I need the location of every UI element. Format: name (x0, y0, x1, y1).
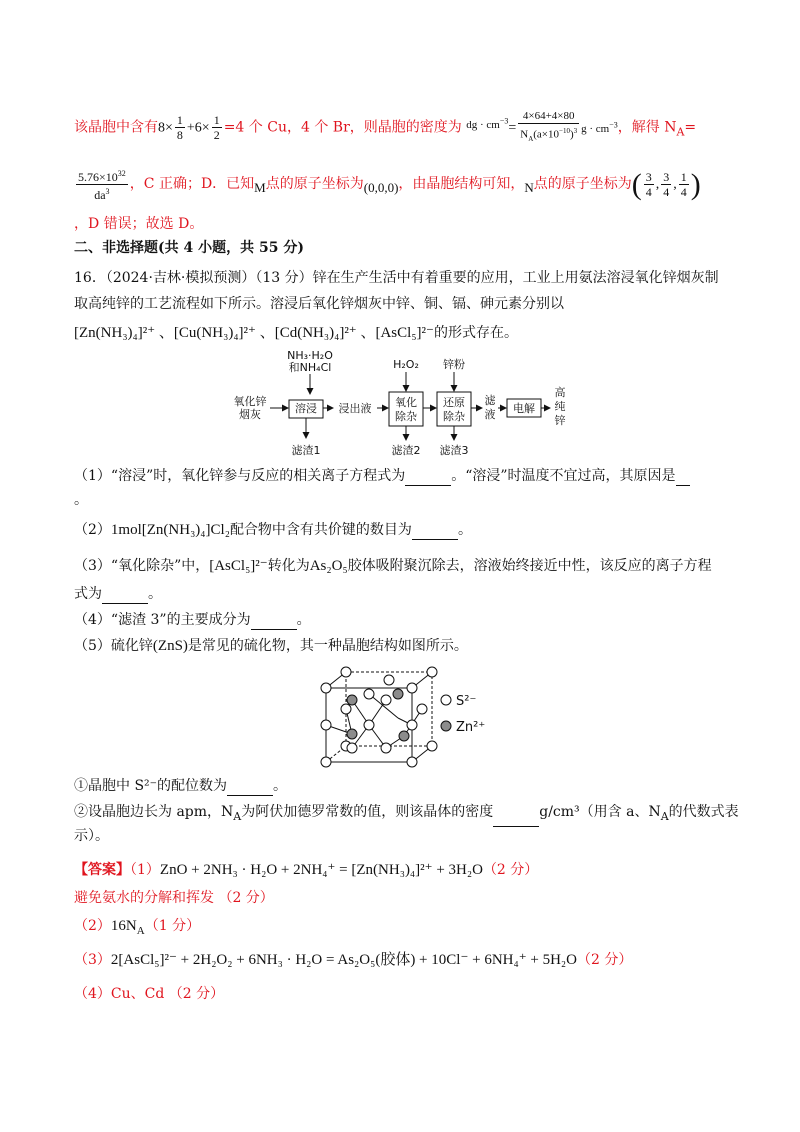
answer-tag: 【答案】 (74, 862, 130, 878)
q4-line (74, 610, 311, 630)
fraction-den: 4 (663, 185, 670, 200)
math-expr: +6× (186, 120, 210, 136)
q5-formula: (ZnS) (152, 638, 188, 654)
legend-zn-label: Zn²⁺ (456, 720, 486, 735)
coord-n: ( $\frac{3}{4}$ , $\frac{3}{4}$ , $\frac{1}{4}$ ) (631, 167, 701, 201)
s-atom (321, 720, 331, 730)
box2-label-b: 除杂 (395, 410, 417, 423)
s-atom (427, 741, 437, 751)
fraction (644, 170, 654, 199)
zn-atom (347, 695, 357, 705)
q3-formula: [AsCl₅]²⁻ (209, 558, 268, 574)
residue-1: 滤渣1 (291, 444, 321, 457)
answer-score: （1 分） (144, 918, 201, 934)
answer-1 (74, 860, 538, 880)
coord-m: (0,0,0) (363, 180, 399, 195)
q3-text: 胶体吸附聚沉除去，溶液始终接近中性，该反应的离子方程 (347, 558, 712, 574)
output-label-c: 锌 (554, 414, 566, 427)
q2-text: 配合物中含有共价键的数目为 (229, 522, 412, 538)
unit (466, 116, 509, 131)
answer-value: 16N (110, 918, 137, 934)
fraction (175, 113, 185, 142)
s-atom (407, 757, 417, 767)
unit-sup: −3 (609, 120, 618, 129)
q5-2-text: g/cm³（用含 a、N (539, 804, 661, 820)
fraction-num (76, 167, 128, 185)
box2-label-a: 氧化 (395, 396, 417, 409)
fraction-num: 1 (213, 113, 220, 128)
den-text: N (520, 128, 529, 141)
output-label-b: 纯 (554, 400, 566, 413)
s-atom (347, 743, 357, 753)
subscript: A (660, 809, 669, 823)
fraction (212, 113, 222, 142)
box3-label-b: 除杂 (443, 410, 465, 423)
paren-left: ( (631, 167, 642, 201)
s-atom (407, 720, 417, 730)
unit-text: g · cm (581, 122, 610, 135)
s-atom (364, 720, 374, 730)
box4-label: 电解 (513, 402, 535, 415)
output-label-a: 高 (554, 386, 566, 399)
point-n: N (524, 179, 534, 195)
q5-text: （5）硫化锌 (74, 638, 153, 654)
residue-2: 滤渣2 (391, 444, 421, 457)
fraction (679, 170, 689, 199)
fraction (661, 170, 671, 199)
reagent-2: H₂O₂ (393, 358, 419, 371)
solution-line-3: ，D 错误；故选 D。 (74, 216, 204, 232)
s-atom (407, 683, 417, 693)
s-atom (427, 667, 437, 677)
answer-equation: 2[AsCl₅]²⁻ + 2H₂O₂ + 6NH₃ · H₂O = As₂O₅(胶体) + 10Cl⁻ + 6NH₄⁺ + 5H₂O (110, 952, 577, 968)
den-sub: A (528, 135, 534, 144)
q3-formula-2: As₂O₅ (309, 558, 348, 574)
solution-text: 该晶胞中含有 (74, 119, 158, 136)
subscript: A (676, 125, 685, 139)
den-sup: 3 (105, 186, 110, 196)
solution-text: = (684, 119, 697, 136)
mid2-label-b: 液 (484, 408, 496, 421)
reagent-1a: NH₃·H₂O (287, 349, 333, 362)
q5-2-answer-blank[interactable] (493, 812, 539, 827)
q1-answer-blank-2[interactable] (676, 471, 690, 486)
zn-atom (399, 731, 409, 741)
point-m: M (254, 179, 266, 195)
answer-4: （4）Cu、Cd （2 分） (74, 986, 225, 1002)
q3-text: 。 (148, 586, 162, 602)
s-atom (381, 743, 391, 753)
q2-answer-blank[interactable] (412, 525, 458, 540)
answer-3 (74, 950, 632, 970)
q1-answer-blank-1[interactable] (405, 471, 451, 486)
answer-label: （1） (130, 862, 160, 878)
solution-text: 点的原子坐标为 (533, 176, 632, 192)
q3-line-2 (74, 584, 162, 604)
q1-text: （1）“溶浸”时，氧化锌参与反应的相关离子方程式为 (74, 468, 406, 484)
den-text: (a×10 (533, 128, 560, 141)
q5-1-text: 。 (273, 778, 288, 794)
answer-score: （2 分） (482, 862, 539, 878)
fraction (518, 109, 579, 146)
den-sup: −10 (559, 127, 570, 136)
legend-zn-marker (441, 721, 451, 731)
s-atom (381, 695, 391, 705)
q1-line (74, 466, 690, 486)
q5-text: 是常见的硫化物，其一种晶胞结构如图所示。 (187, 638, 468, 654)
unit-text: dg · cm (466, 118, 500, 131)
fraction-den: 8 (176, 128, 183, 143)
solution-line-1 (74, 106, 696, 147)
fraction-num: 1 (176, 113, 183, 128)
q3-text: 式为 (74, 586, 102, 602)
fraction-den (76, 185, 128, 202)
process-flow-diagram (230, 348, 590, 462)
q5-2-line-2: 示）。 (74, 828, 109, 844)
s-atom (321, 683, 331, 693)
q2-text: 。 (457, 522, 472, 538)
fraction-den: 4 (680, 185, 687, 200)
input-label-a: 氧化锌 (233, 395, 267, 408)
fraction-num: 1 (680, 170, 687, 185)
legend-s-marker (441, 695, 451, 705)
q3-line (74, 556, 712, 576)
equals: = (508, 120, 517, 136)
fraction-num: 3 (645, 170, 652, 185)
q16-paragraph-2: 取高纯锌的工艺流程如下所示。溶浸后氧化锌烟灰中锌、铜、镉、砷元素分别以 (74, 296, 564, 312)
paren-right: ) (690, 167, 701, 201)
zn-atom (393, 689, 403, 699)
solution-text: =4 个 Cu，4 个 Br，则晶胞的密度为 (223, 119, 462, 136)
answer-label: （3） (74, 952, 111, 968)
s-atom (321, 757, 331, 767)
fraction-num: 3 (663, 170, 670, 185)
solution-text: ，解得 N (617, 119, 677, 136)
q2-text: （2） (74, 522, 111, 538)
mid2-label-a: 滤 (484, 394, 496, 407)
num-sup: 32 (117, 168, 126, 178)
s-atom (417, 704, 427, 714)
q5-2-text: ②设晶胞边长为 apm，N (74, 804, 234, 820)
q4-text: （4）“滤渣 3”的主要成分为 (74, 612, 251, 628)
s-atom (364, 689, 374, 699)
q16-formula-line (74, 323, 518, 343)
unit (581, 120, 618, 135)
den-text: da (94, 187, 106, 202)
zn-atom (347, 729, 357, 739)
zns-unit-cell-diagram (318, 664, 518, 768)
q5-2-text: 为阿伏加德罗常数的值，则该晶体的密度 (241, 804, 494, 820)
q2-line (74, 520, 472, 540)
fraction (76, 167, 128, 202)
reagent-3: 锌粉 (443, 358, 465, 371)
solution-text: ，C 正确；D．已知 (129, 176, 255, 192)
answer-2 (74, 916, 200, 941)
unit-sup: −3 (499, 116, 509, 125)
solution-text: 点的原子坐标为 (265, 176, 364, 192)
answer-1b: 避免氨水的分解和挥发 （2 分） (74, 890, 274, 906)
q2-formula: 1mol[Zn(NH₃)₄]Cl₂ (110, 522, 230, 538)
solution-line-2 (74, 166, 701, 206)
q3-text: 转化为 (267, 558, 310, 574)
fraction-num: 4×64+4×80 (518, 109, 579, 124)
q3-text: （3）“氧化除杂”中， (74, 558, 210, 574)
q1-line-end: 。 (74, 492, 88, 508)
box3-label-a: 还原 (443, 396, 465, 409)
s-atom (341, 704, 351, 714)
answer-label: （2） (74, 918, 111, 934)
legend-s-label: S²⁻ (456, 694, 477, 709)
q16-tail: 的形式存在。 (433, 325, 518, 341)
residue-3: 滤渣3 (439, 444, 469, 457)
solution-text: ，由晶胞结构可知， (398, 176, 525, 192)
fraction-den: 2 (213, 128, 220, 143)
q5-line (74, 636, 468, 656)
q4-text: 。 (296, 612, 311, 628)
section-heading: 二、非选择题(共 4 小题，共 55 分) (74, 240, 304, 256)
s-atom (384, 675, 394, 685)
s-atom (341, 667, 351, 677)
subscript: A (233, 809, 242, 823)
num-text: 5.76×10 (78, 169, 118, 184)
mid1-label: 浸出液 (338, 402, 372, 415)
q5-2-text: 的代数式表 (668, 804, 739, 820)
input-label-b: 烟灰 (239, 408, 261, 421)
reagent-1b: 和NH₄Cl (288, 361, 332, 374)
answer-equation: ZnO + 2NH₃ · H₂O + 2NH₄⁺ = [Zn(NH₃)₄]²⁺ + 3H₂O (159, 862, 483, 878)
box1-label: 溶浸 (295, 402, 317, 415)
answer-score: （2 分） (576, 952, 633, 968)
fraction-den (518, 124, 579, 146)
q5-1-text: ①晶胞中 S²⁻的配位数为 (74, 778, 228, 794)
den-sup: 3 (573, 127, 578, 136)
den-text: ) (569, 128, 574, 141)
q16-paragraph-1: 16．（2024·吉林·模拟预测）（13 分）锌在生产生活中有着重要的应用，工业上用氨法溶浸氧化锌烟灰制 (74, 270, 719, 286)
q1-text: 。“溶浸”时温度不宜过高，其原因是 (451, 468, 676, 484)
q3-answer-blank[interactable] (102, 589, 148, 604)
q5-1-line (74, 776, 287, 796)
math-expr: 8× (158, 120, 173, 136)
q4-answer-blank[interactable] (251, 615, 297, 630)
complex-ion-list: [Zn(NH₃)₄]²⁺ 、[Cu(NH₃)₄]²⁺ 、[Cd(NH₃)₄]²⁺ 、[AsCl₅]²⁻ (74, 325, 434, 341)
q5-2-line (74, 802, 739, 827)
fraction-den: 4 (645, 185, 652, 200)
q5-1-answer-blank[interactable] (227, 781, 273, 796)
subscript: A (136, 924, 145, 937)
